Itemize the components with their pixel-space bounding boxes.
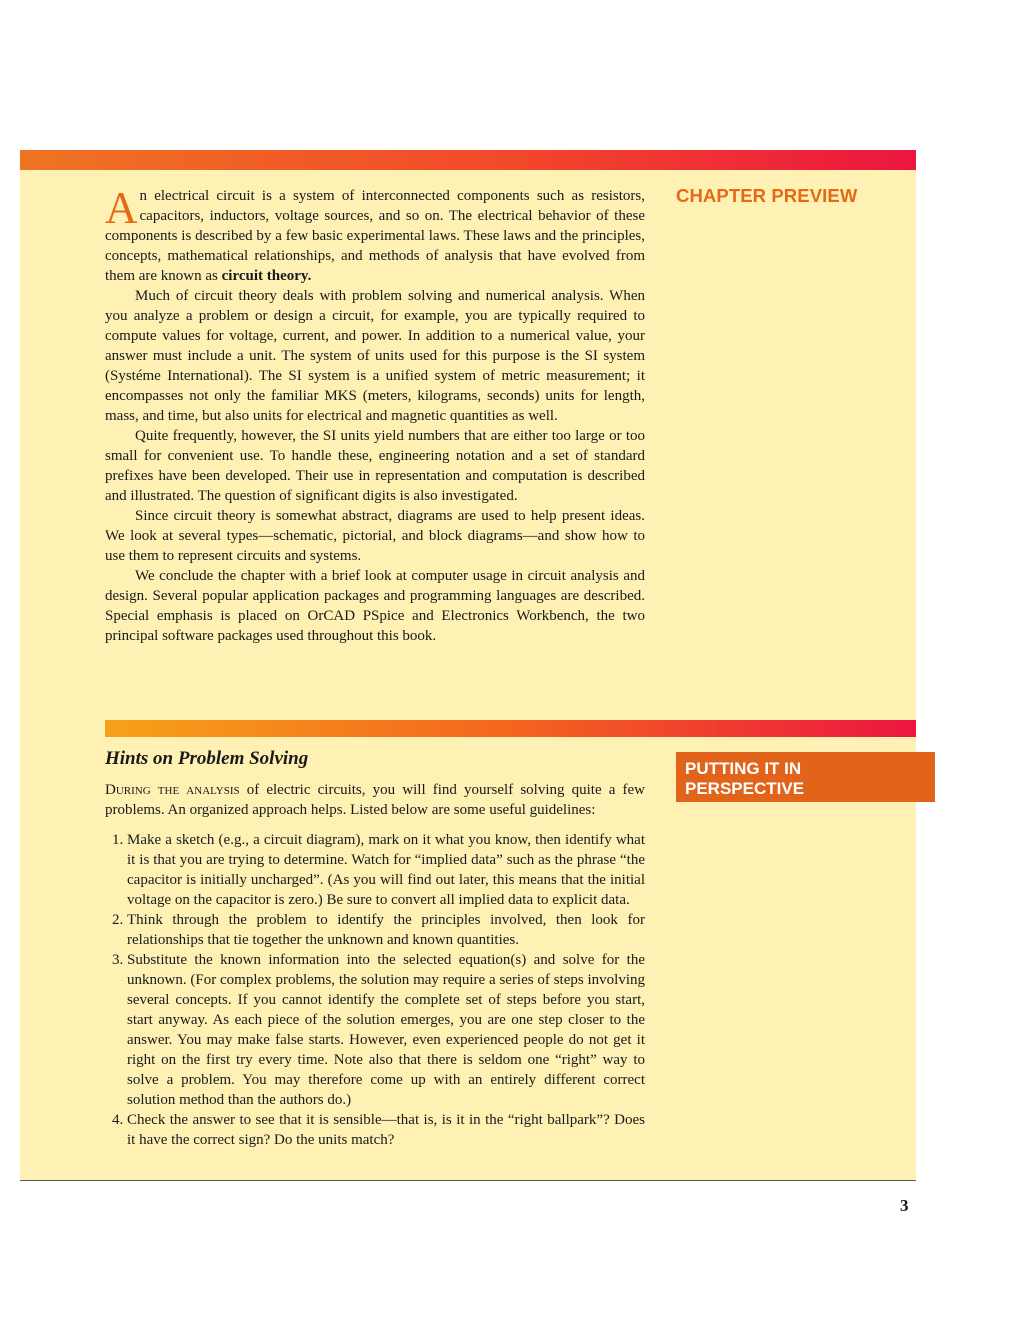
list-item: 2. Think through the problem to identify the principles involved, then look for relationships that tie together the unknown and known quantities. xyxy=(127,910,645,950)
chapter-preview-heading: CHAPTER PREVIEW xyxy=(676,185,858,206)
circuit-theory-term: circuit theory. xyxy=(221,268,312,284)
list-item: 1. Make a sketch (e.g., a circuit diagram), mark on it what you know, then identify what it is that you are trying to determine. Watch for “implied data” such as the phrase “the capacitor is initially uncharged”. (As you will find out later, this means that the initial voltage on the capacitor is zero.) Be sure to convert all implied data to explicit data. xyxy=(127,830,645,910)
hints-intro-text: of electric circuits, you will find yourself solving quite a few problems. An organized approach helps. Listed below are some useful guidelines: xyxy=(105,782,646,818)
preview-paragraph-3: Quite frequently, however, the SI units yield numbers that are either too large or too small for convenient use. To handle these, engineering notation and a set of standard prefixes have been developed. Their use in representation and computation is described and illustrated. The question of significant digits is also investigated. xyxy=(105,428,645,504)
list-item: 3. Substitute the known information into the selected equation(s) and solve for the unknown. (For complex problems, the solution may require a series of steps involving several concepts. If you cannot identify the complete set of steps before you start, start anyway. As each piece of the solution emerges, you are one step closer to the answer. You may make false starts. However, even experienced people do not get it right on the first try every time. Note also that there is seldom one “right” way to solve a problem. You may therefore come up with an entirely different correct solution method than the authors do.) xyxy=(127,950,645,1110)
preview-paragraph-1-text: n electrical circuit is a system of interconnected components such as resistors, capacitors, inductors, voltage sources, and so on. The electrical behavior of these components is described by a few basic experimental laws. These laws and the principles, concepts, mathematical relationships, and methods of analysis that have evolved from them are known as xyxy=(105,188,645,284)
page-number: 3 xyxy=(900,1196,909,1215)
section-divider-band xyxy=(105,720,916,737)
preview-paragraph-4: Since circuit theory is somewhat abstract, diagrams are used to help present ideas. We look at several types—schematic, pictorial, and block diagrams—and show how to use them to represent circuits and systems. xyxy=(105,508,645,564)
perspective-line-1: PUTTING IT IN xyxy=(685,759,802,778)
top-color-band xyxy=(20,150,916,170)
preview-paragraph-5: We conclude the chapter with a brief look at computer usage in circuit analysis and design. Several popular application packages and programming languages are described. Special emphasis is placed on OrCAD PSpice and Electronics Workbench, the two principal software packages used throughout this book. xyxy=(105,568,645,644)
chapter-preview-text xyxy=(105,183,645,646)
drop-cap: A xyxy=(105,183,138,233)
guidelines-list xyxy=(105,830,645,1150)
preview-paragraph-2: Much of circuit theory deals with problem solving and numerical analysis. When you analyze a problem or design a circuit, for example, you are typically required to compute values for voltage, current, and power. In addition to a numerical value, your answer must include a unit. The system of units used for this purpose is the SI system (Systéme International). The SI system is a unified system of metric measurement; it encompasses not only the familiar MKS (meters, kilograms, seconds) units for length, mass, and time, but also units for electrical and magnetic quantities as well. xyxy=(105,288,645,424)
putting-it-in-perspective-heading xyxy=(676,752,935,802)
list-item: 4. Check the answer to see that it is sensible—that is, is it in the “right ballpark”? Does it have the correct sign? Do the units match? xyxy=(127,1110,645,1150)
hints-title: Hints on Problem Solving xyxy=(105,748,309,769)
perspective-line-2: PERSPECTIVE xyxy=(685,779,805,798)
hints-section xyxy=(105,746,645,1150)
preview-paragraph-1 xyxy=(105,183,645,286)
hints-intro-lead: During the analysis xyxy=(105,782,240,798)
hints-intro xyxy=(105,780,645,820)
